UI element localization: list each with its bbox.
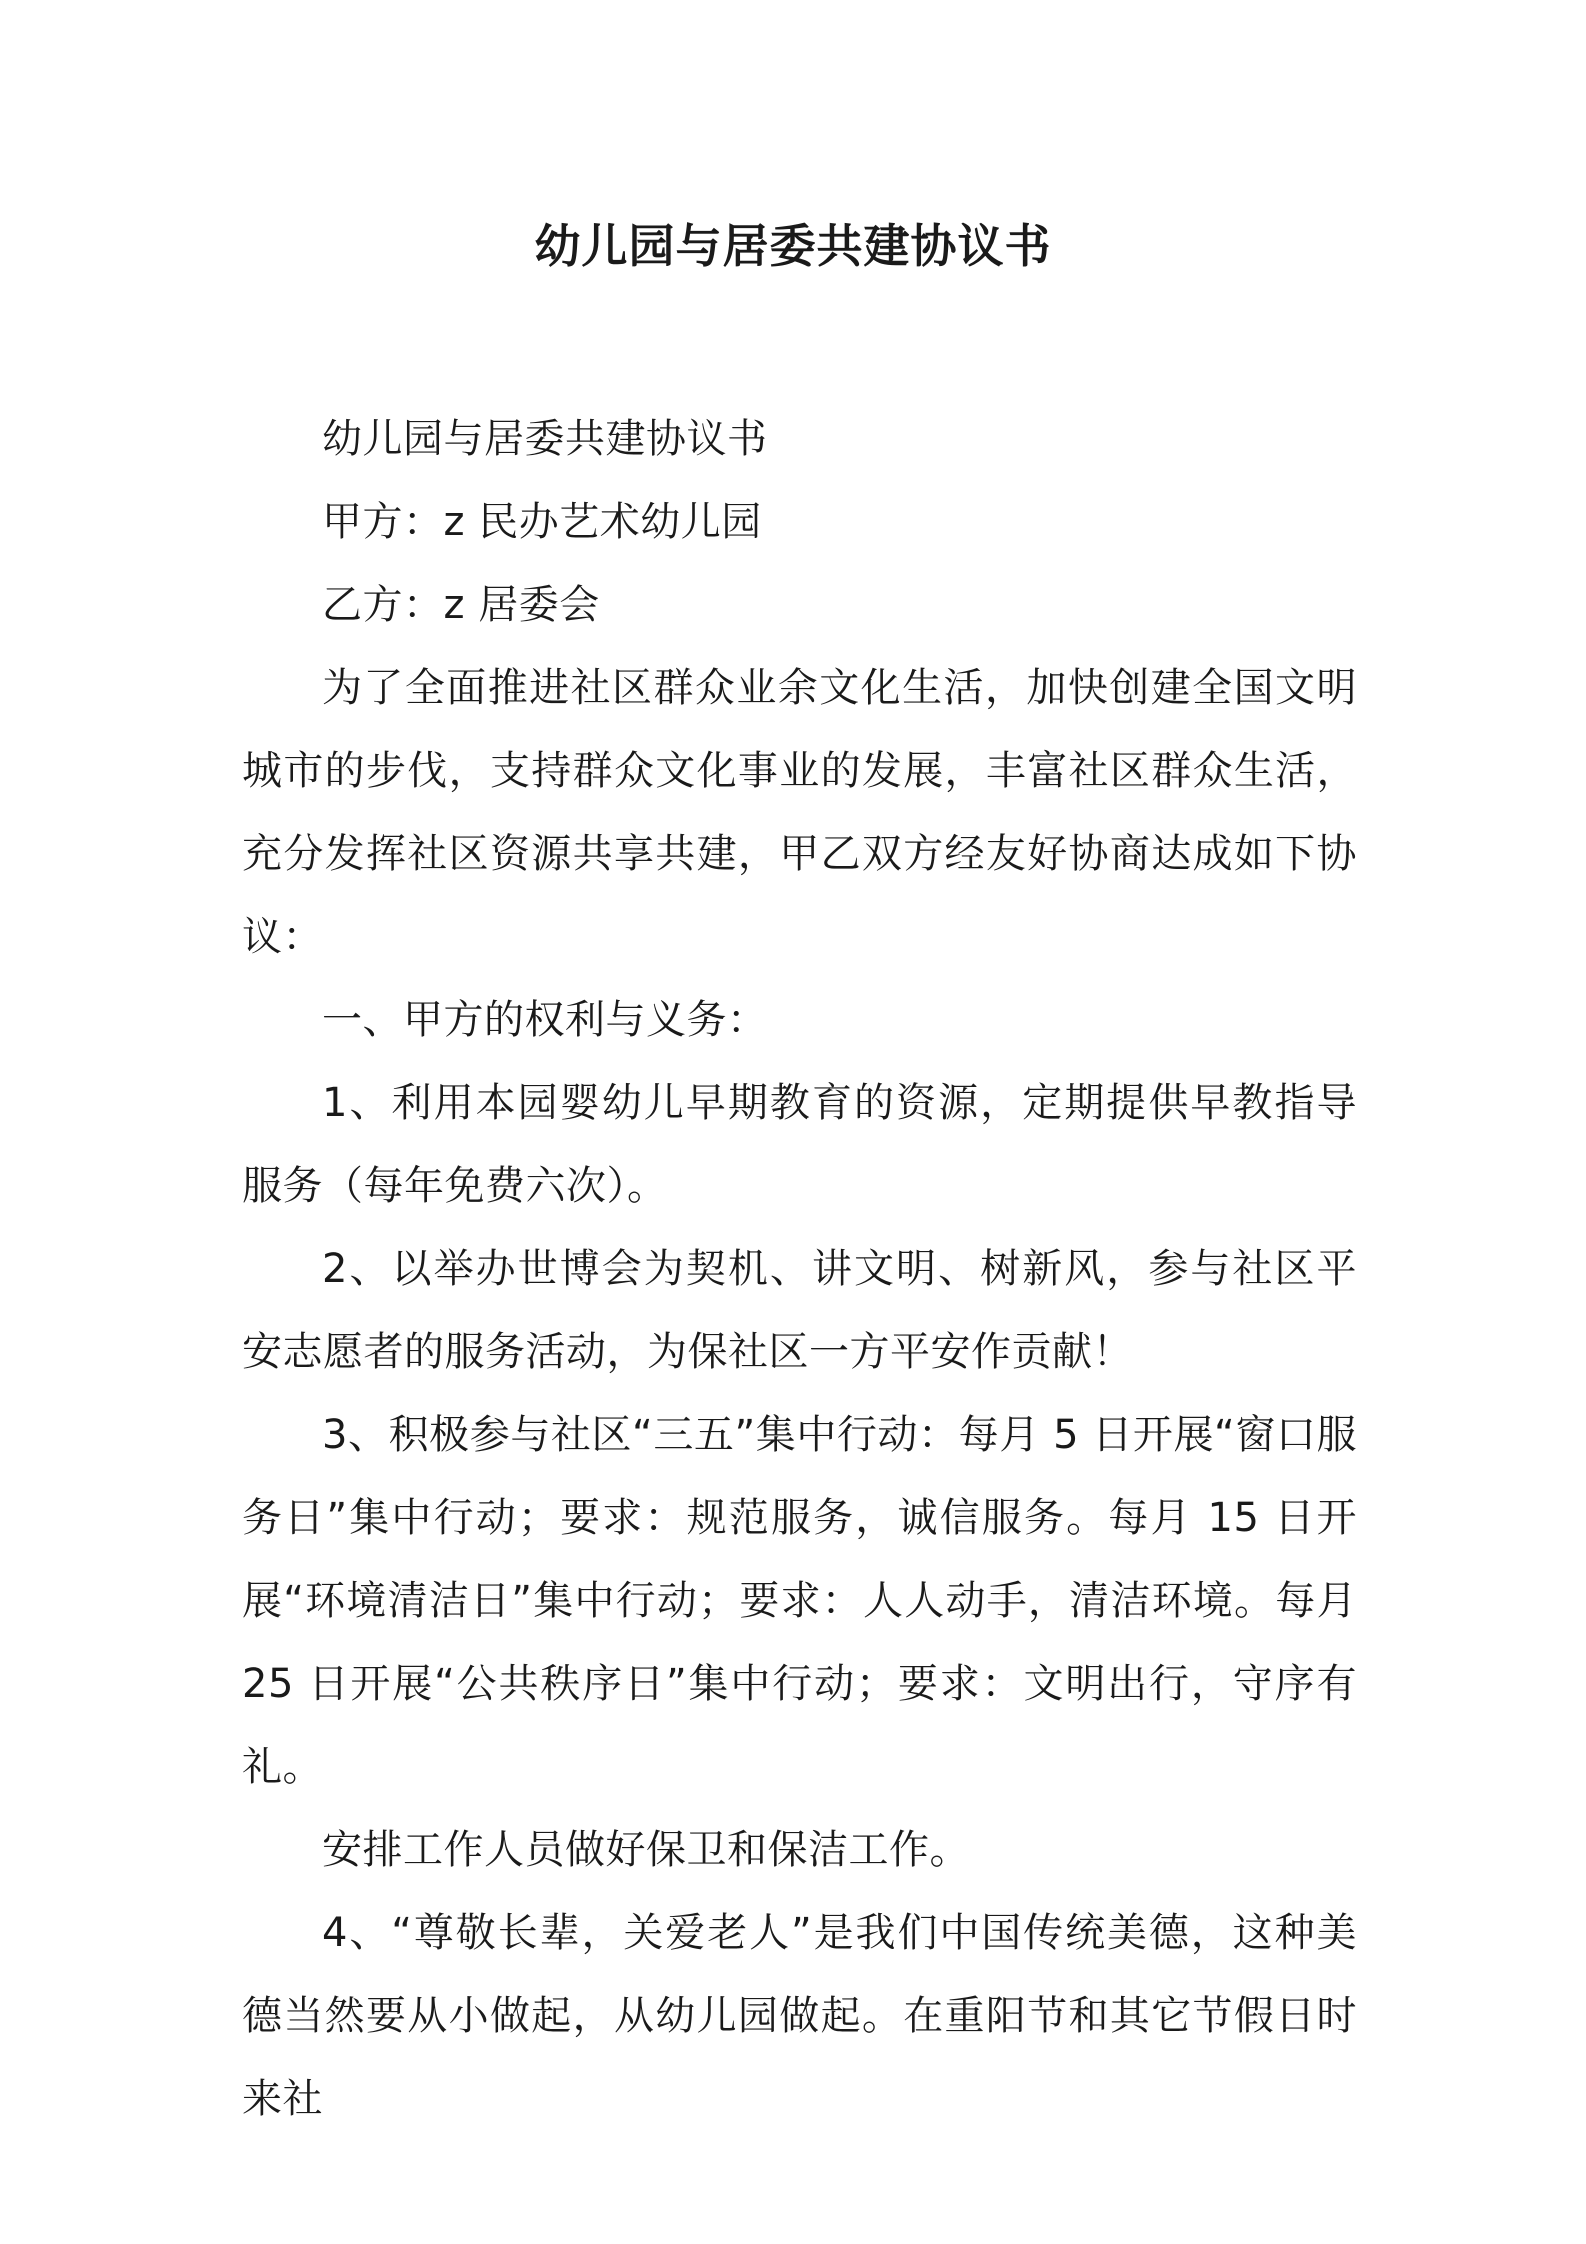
staffing-paragraph: 安排工作人员做好保卫和保洁工作。 [322, 1827, 970, 1873]
subtitle-paragraph: 幼儿园与居委共建协议书 [322, 416, 768, 462]
section-heading: 一、甲方的权利与义务： [322, 997, 768, 1043]
clause-2: 2、以举办世博会为契机、讲文明、树新风，参与社区平安志愿者的服务活动，为保社区一方平安作贡献！ [242, 1246, 1357, 1375]
party-a-line: 甲方：z 民办艺术幼儿园 [322, 499, 762, 545]
clause-4: 4、“尊敬长辈，关爱老人”是我们中国传统美德，这种美德当然要从小做起，从幼儿园做起。在重阳节和其它节假日时来社 [242, 1910, 1357, 2122]
clause-1: 1、利用本园婴幼儿早期教育的资源，定期提供早教指导服务（每年免费六次）。 [242, 1080, 1357, 1209]
preamble-paragraph: 为了全面推进社区群众业余文化生活，加快创建全国文明城市的步伐，支持群众文化事业的发展，丰富社区群众生活，充分发挥社区资源共享共建，甲乙双方经友好协商达成如下协议： [242, 665, 1357, 960]
document-title: 幼儿园与居委共建协议书 [534, 219, 1052, 273]
party-b-line: 乙方：z 居委会 [322, 582, 600, 628]
clause-3: 3、积极参与社区“三五”集中行动：每月 5 日开展“窗口服务日”集中行动；要求：规范服务，诚信服务。每月 15 日开展“环境清洁日”集中行动；要求：人人动手，清洁环境。每月 25 日开展“公共秩序日”集中行动；要求：文明出行，守序有礼。 [242, 1412, 1357, 1790]
document-body [242, 398, 1357, 2141]
